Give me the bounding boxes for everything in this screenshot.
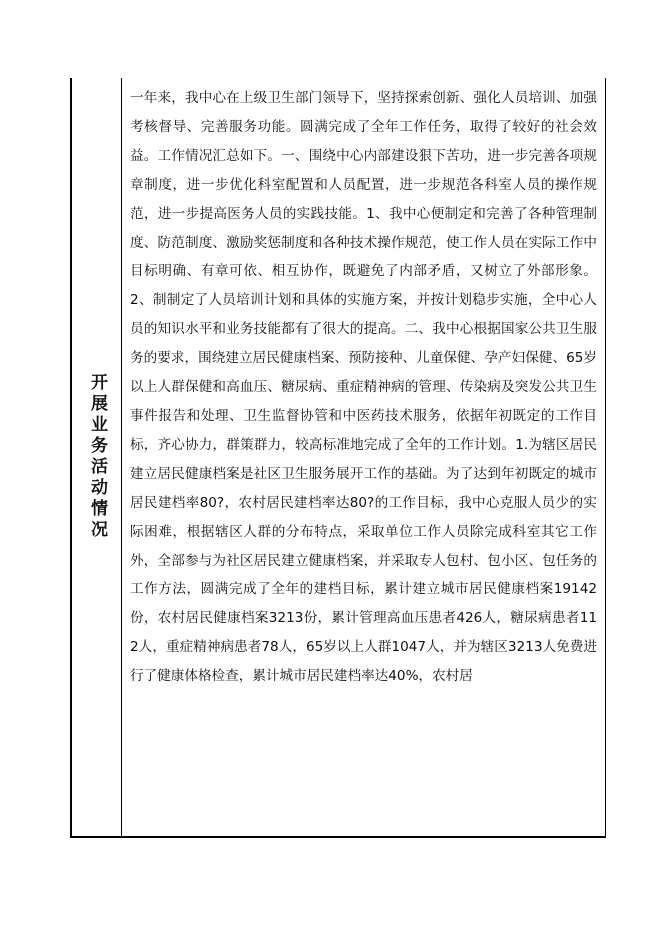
row-label: 开展业务活动情况 xyxy=(87,373,107,541)
work-summary-text: 一年来，我中心在上级卫生部门领导下，坚持探索创新、强化人员培训、加强考核督导、完善服务功能。圆满完成了全年工作任务，取得了较好的社会效益。工作情况汇总如下。一、围绕中心内部建设狠下苦功，进一步完善各项规章制度，进一步优化科室配置和人员配置，进一步规范各科室人员的操作规范，进一步提高医务人员的实践技能。1、我中心便制定和完善了各种管理制度、防范制度、激励奖惩制度和各种技术操作规范，使工作人员在实际工作中目标明确、有章可依、相互协作，既避免了内部矛盾，又树立了外部形象。2、制制定了人员培训计划和具体的实施方案，并按计划稳步实施，全中心人员的知识水平和业务技能都有了很大的提高。二、我中心根据国家公共卫生服务的要求，围绕建立居民健康档案、预防接种、儿童保健、孕产妇保健、65岁以上人群保健和高血压、糖尿病、重症精神病的管理、传染病及突发公共卫生事件报告和处理、卫生监督协管和中医药技术服务，依据年初既定的工作目标，齐心协力，群策群力，较高标准地完成了全年的工作计划。1.为辖区居民建立居民健康档案是社区卫生服务展开工作的基础。为了达到年初既定的城市居民建档率80?，农村居民建档率达80?的工作目标，我中心克服人员少的实际困难，根据辖区人群的分布特点，采取单位工作人员除完成科室其它工作外，全部参与为社区居民建立健康档案，并采取专人包村、包小区、包任务的工作方法，圆满完成了全年的建档目标，累计建立城市居民健康档案19142份，农村居民健康档案3213份，累计管理高血压患者426人，糖尿病患者112人，重症精神病患者78人，65岁以上人群1047人，并为辖区3213人免费进行了健康体格检查，累计城市居民建档率达40%，农村居 xyxy=(130,90,597,685)
row-label-cell xyxy=(72,78,122,836)
activity-table xyxy=(70,78,606,838)
content-cell xyxy=(123,78,605,836)
